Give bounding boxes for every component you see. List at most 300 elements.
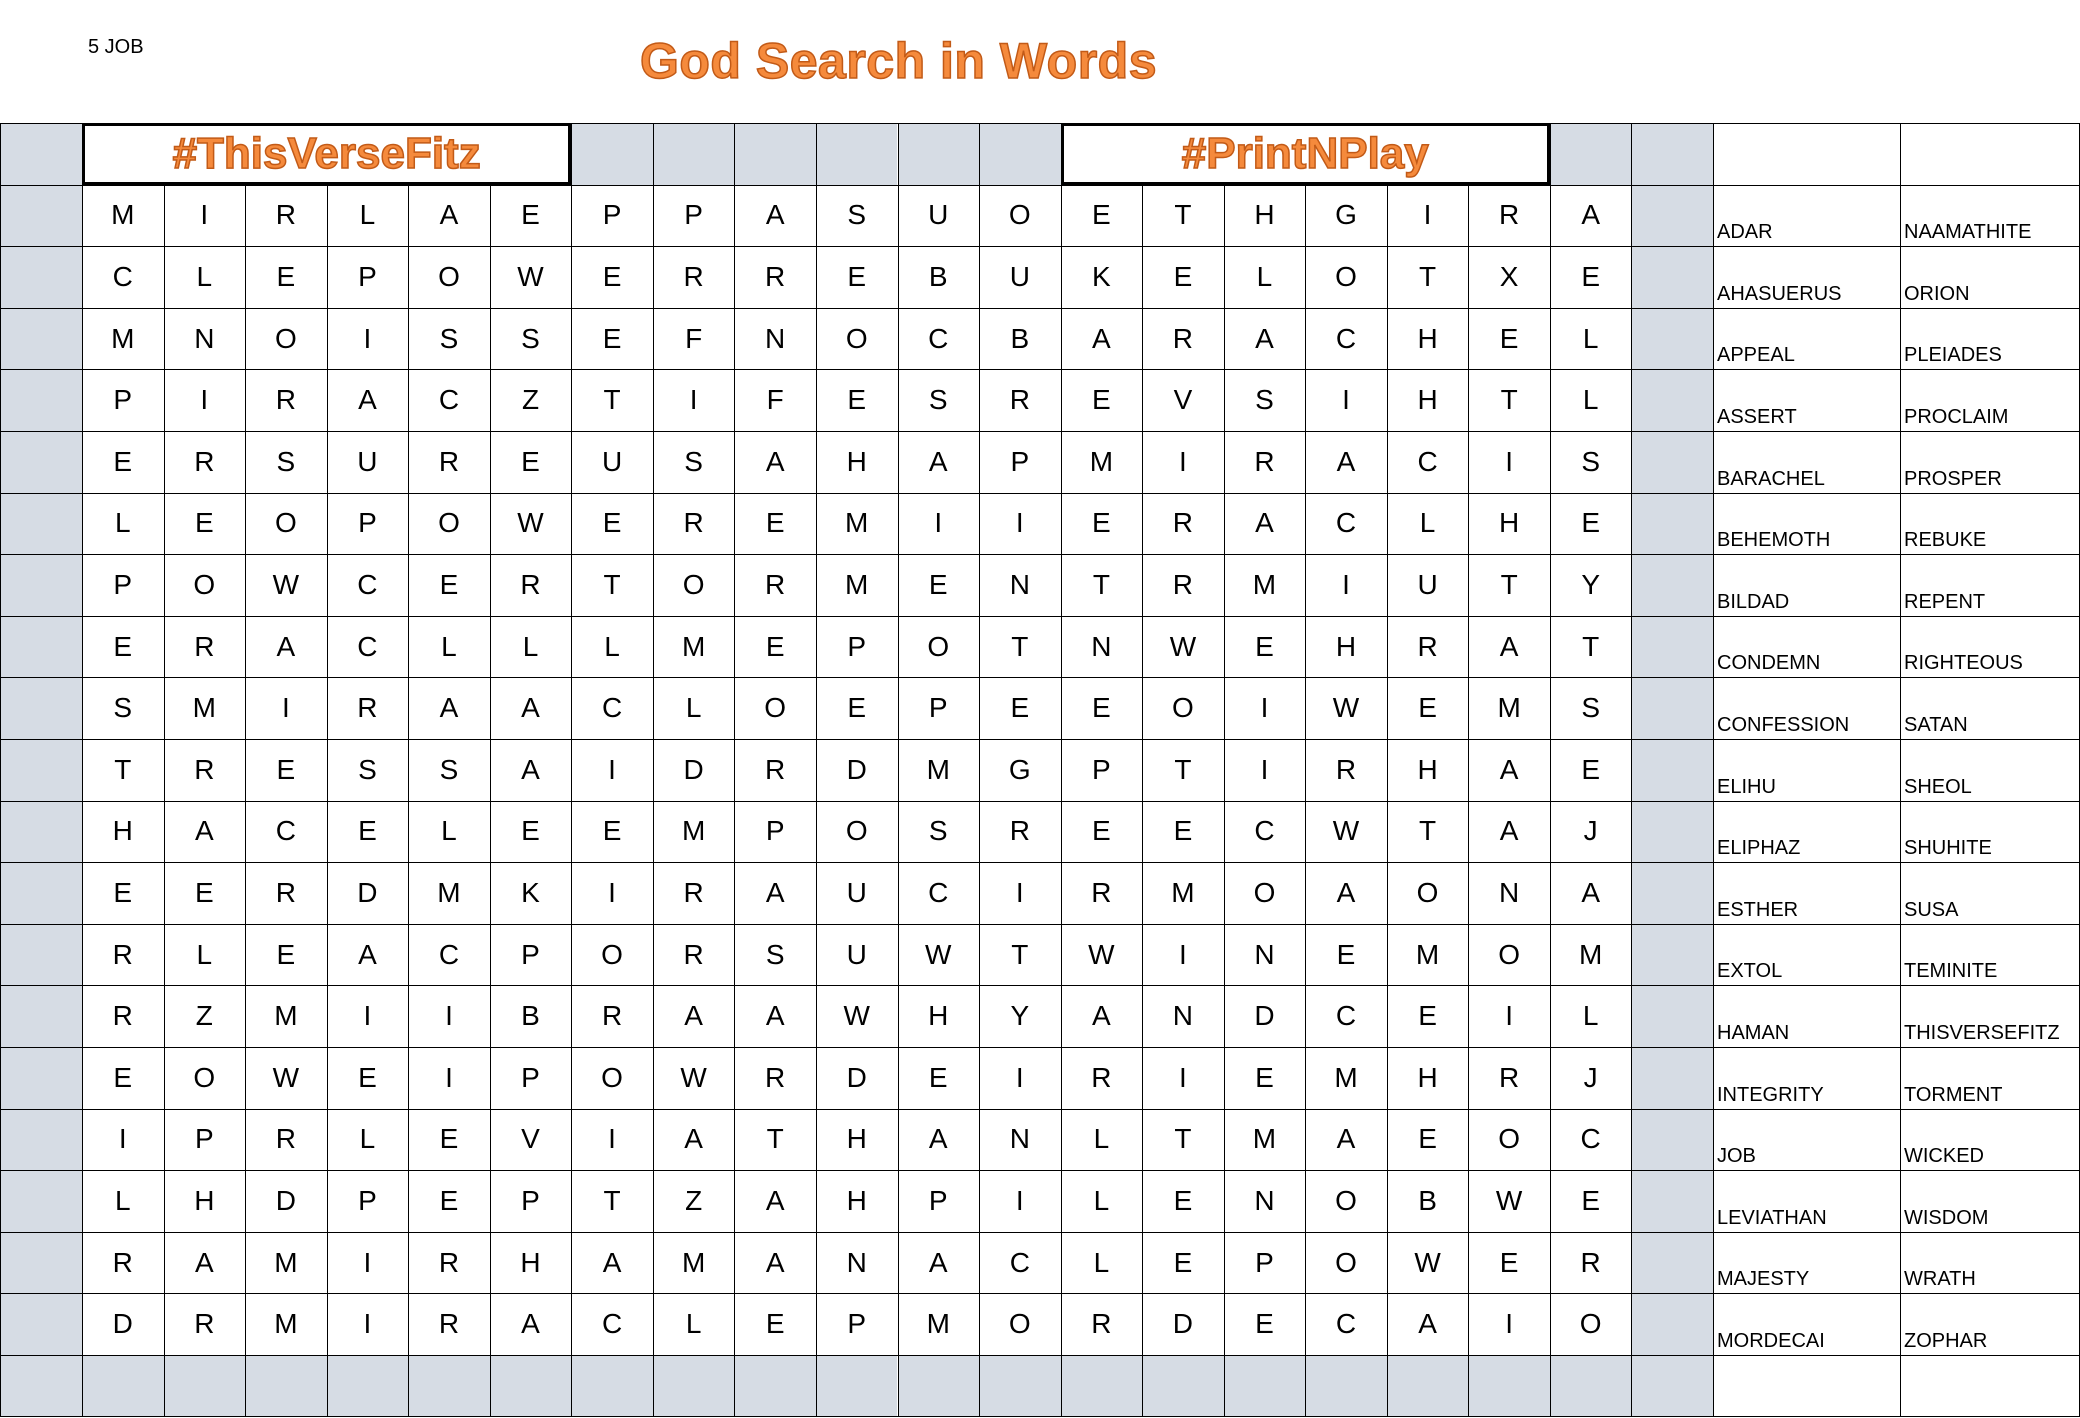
grid-letter-cell[interactable]: R: [683, 507, 704, 539]
grid-letter-cell[interactable]: S: [113, 692, 133, 724]
grid-letter-cell[interactable]: K: [1092, 260, 1111, 292]
grid-letter-cell[interactable]: C: [1580, 1123, 1601, 1155]
grid-letter-cell[interactable]: M: [681, 815, 706, 847]
grid-letter-cell[interactable]: E: [113, 630, 133, 662]
grid-letter-cell[interactable]: R: [438, 1308, 460, 1340]
grid-letter-cell[interactable]: W: [272, 1061, 300, 1093]
grid-letter-cell[interactable]: L: [522, 630, 539, 662]
grid-letter-cell[interactable]: E: [765, 1308, 785, 1340]
grid-letter-cell[interactable]: B: [521, 1000, 540, 1032]
grid-letter-cell[interactable]: N: [765, 322, 786, 354]
grid-letter-cell[interactable]: H: [112, 815, 133, 847]
grid-letter-cell[interactable]: A: [1336, 1123, 1356, 1155]
grid-letter-cell[interactable]: S: [1581, 692, 1600, 724]
grid-letter-cell[interactable]: R: [1335, 753, 1357, 785]
grid-letter-cell[interactable]: O: [193, 568, 216, 600]
grid-letter-cell[interactable]: L: [1093, 1123, 1110, 1155]
grid-letter-cell[interactable]: E: [602, 507, 622, 539]
grid-letter-cell[interactable]: R: [1499, 1061, 1520, 1093]
grid-letter-cell[interactable]: I: [689, 384, 698, 416]
grid-letter-cell[interactable]: A: [521, 753, 540, 785]
grid-letter-cell[interactable]: I: [1260, 692, 1269, 724]
grid-letter-cell[interactable]: I: [1423, 199, 1432, 231]
grid-letter-cell[interactable]: W: [1169, 630, 1197, 662]
grid-letter-cell[interactable]: E: [602, 815, 622, 847]
grid-letter-cell[interactable]: S: [521, 322, 540, 354]
grid-letter-cell[interactable]: O: [274, 322, 297, 354]
grid-letter-cell[interactable]: C: [357, 568, 378, 600]
grid-letter-cell[interactable]: O: [1008, 199, 1031, 231]
grid-letter-cell[interactable]: S: [439, 753, 459, 785]
grid-letter-cell[interactable]: D: [357, 876, 378, 908]
grid-letter-cell[interactable]: Z: [521, 384, 540, 416]
grid-letter-cell[interactable]: W: [1495, 1184, 1523, 1216]
grid-letter-cell[interactable]: I: [445, 1061, 453, 1093]
grid-letter-cell[interactable]: W: [517, 260, 544, 292]
grid-letter-cell[interactable]: L: [685, 1308, 702, 1340]
grid-letter-cell[interactable]: N: [1172, 1000, 1194, 1032]
grid-letter-cell[interactable]: A: [1499, 753, 1519, 785]
grid-letter-cell[interactable]: M: [681, 1246, 706, 1278]
grid-letter-cell[interactable]: M: [437, 876, 461, 908]
grid-letter-cell[interactable]: L: [359, 1123, 376, 1155]
grid-letter-cell[interactable]: O: [1253, 876, 1276, 908]
grid-letter-cell[interactable]: A: [1581, 199, 1600, 231]
grid-letter-cell[interactable]: A: [1336, 445, 1356, 477]
grid-letter-cell[interactable]: P: [602, 199, 622, 231]
grid-letter-cell[interactable]: S: [276, 445, 296, 477]
grid-letter-cell[interactable]: L: [441, 630, 457, 662]
grid-letter-cell[interactable]: S: [1255, 384, 1274, 416]
grid-letter-cell[interactable]: E: [847, 692, 867, 724]
grid-letter-cell[interactable]: O: [1335, 1184, 1357, 1216]
grid-letter-cell[interactable]: H: [846, 445, 867, 477]
grid-letter-cell[interactable]: R: [112, 938, 133, 970]
grid-letter-cell[interactable]: A: [1499, 630, 1519, 662]
grid-letter-cell[interactable]: D: [112, 1308, 133, 1340]
grid-letter-cell[interactable]: M: [926, 753, 950, 785]
grid-letter-cell[interactable]: E: [113, 445, 133, 477]
grid-letter-cell[interactable]: F: [766, 384, 784, 416]
grid-letter-cell[interactable]: I: [1342, 384, 1350, 416]
grid-letter-cell[interactable]: R: [194, 1308, 215, 1340]
grid-letter-cell[interactable]: E: [521, 815, 540, 847]
grid-letter-cell[interactable]: W: [1332, 815, 1360, 847]
grid-letter-cell[interactable]: A: [928, 445, 948, 477]
grid-letter-cell[interactable]: P: [113, 384, 133, 416]
grid-letter-cell[interactable]: M: [111, 322, 135, 354]
grid-letter-cell[interactable]: R: [683, 938, 704, 970]
grid-letter-cell[interactable]: I: [1505, 1000, 1513, 1032]
grid-letter-cell[interactable]: R: [194, 753, 215, 785]
grid-letter-cell[interactable]: C: [1417, 445, 1438, 477]
grid-letter-cell[interactable]: A: [1336, 876, 1356, 908]
grid-letter-cell[interactable]: T: [1011, 938, 1029, 970]
grid-letter-cell[interactable]: Z: [685, 1184, 703, 1216]
grid-letter-cell[interactable]: E: [1173, 815, 1193, 847]
grid-letter-cell[interactable]: W: [925, 938, 952, 970]
grid-letter-cell[interactable]: R: [765, 568, 786, 600]
grid-letter-cell[interactable]: B: [928, 260, 948, 292]
grid-letter-cell[interactable]: K: [521, 876, 540, 908]
grid-letter-cell[interactable]: E: [1173, 1246, 1193, 1278]
grid-letter-cell[interactable]: O: [845, 815, 868, 847]
grid-letter-cell[interactable]: M: [1252, 1123, 1277, 1155]
grid-letter-cell[interactable]: H: [1499, 507, 1520, 539]
grid-letter-cell[interactable]: E: [1581, 753, 1600, 785]
grid-letter-cell[interactable]: N: [1009, 1123, 1030, 1155]
grid-letter-cell[interactable]: L: [114, 507, 131, 539]
grid-letter-cell[interactable]: M: [845, 568, 869, 600]
grid-letter-cell[interactable]: R: [275, 876, 296, 908]
grid-letter-cell[interactable]: P: [847, 630, 867, 662]
grid-letter-cell[interactable]: H: [1417, 322, 1438, 354]
grid-letter-cell[interactable]: P: [521, 938, 540, 970]
grid-letter-cell[interactable]: D: [1254, 1000, 1275, 1032]
grid-letter-cell[interactable]: E: [521, 445, 540, 477]
grid-letter-cell[interactable]: A: [1418, 1308, 1437, 1340]
grid-letter-cell[interactable]: E: [1255, 630, 1274, 662]
grid-letter-cell[interactable]: A: [1255, 322, 1274, 354]
grid-letter-cell[interactable]: E: [439, 1123, 459, 1155]
grid-letter-cell[interactable]: T: [1419, 815, 1437, 847]
grid-letter-cell[interactable]: U: [846, 876, 867, 908]
grid-letter-cell[interactable]: P: [113, 568, 133, 600]
grid-letter-cell[interactable]: O: [1579, 1308, 1602, 1340]
grid-letter-cell[interactable]: M: [1579, 938, 1603, 970]
grid-letter-cell[interactable]: I: [363, 322, 372, 354]
grid-letter-cell[interactable]: M: [274, 1000, 298, 1032]
grid-letter-cell[interactable]: O: [1416, 876, 1439, 908]
grid-letter-cell[interactable]: I: [363, 1000, 372, 1032]
grid-letter-cell[interactable]: N: [1499, 876, 1520, 908]
grid-letter-cell[interactable]: E: [113, 876, 133, 908]
grid-letter-cell[interactable]: E: [1336, 938, 1356, 970]
grid-letter-cell[interactable]: P: [847, 1308, 867, 1340]
grid-letter-cell[interactable]: T: [1500, 568, 1518, 600]
grid-letter-cell[interactable]: P: [1255, 1246, 1274, 1278]
grid-letter-cell[interactable]: H: [1417, 753, 1438, 785]
grid-letter-cell[interactable]: A: [521, 692, 540, 724]
grid-letter-cell[interactable]: P: [194, 1123, 214, 1155]
grid-letter-cell[interactable]: E: [1581, 1184, 1600, 1216]
grid-letter-cell[interactable]: T: [603, 568, 621, 600]
grid-letter-cell[interactable]: L: [1256, 260, 1273, 292]
grid-letter-cell[interactable]: E: [358, 815, 377, 847]
grid-letter-cell[interactable]: R: [683, 260, 704, 292]
grid-letter-cell[interactable]: B: [1418, 1184, 1437, 1216]
grid-letter-cell[interactable]: I: [200, 384, 209, 416]
grid-letter-cell[interactable]: S: [684, 445, 703, 477]
grid-letter-cell[interactable]: R: [1172, 322, 1194, 354]
grid-letter-cell[interactable]: E: [602, 260, 622, 292]
grid-letter-cell[interactable]: I: [1505, 1308, 1513, 1340]
grid-letter-cell[interactable]: N: [1091, 630, 1112, 662]
grid-letter-cell[interactable]: I: [608, 1123, 616, 1155]
grid-letter-cell[interactable]: T: [1174, 199, 1192, 231]
grid-letter-cell[interactable]: A: [1255, 507, 1274, 539]
grid-letter-cell[interactable]: A: [765, 1246, 785, 1278]
grid-letter-cell[interactable]: A: [358, 938, 377, 970]
grid-letter-cell[interactable]: T: [114, 753, 132, 785]
grid-letter-cell[interactable]: G: [1335, 199, 1357, 231]
grid-letter-cell[interactable]: A: [765, 199, 785, 231]
grid-letter-cell[interactable]: R: [520, 568, 541, 600]
grid-letter-cell[interactable]: E: [1092, 384, 1111, 416]
grid-letter-cell[interactable]: L: [359, 199, 376, 231]
grid-letter-cell[interactable]: E: [1499, 322, 1519, 354]
grid-letter-cell[interactable]: R: [438, 1246, 460, 1278]
grid-letter-cell[interactable]: L: [196, 938, 213, 970]
grid-letter-cell[interactable]: A: [765, 876, 785, 908]
grid-letter-cell[interactable]: M: [681, 630, 706, 662]
grid-letter-cell[interactable]: S: [765, 938, 785, 970]
grid-letter-cell[interactable]: N: [846, 1246, 867, 1278]
grid-letter-cell[interactable]: T: [1092, 568, 1110, 600]
grid-letter-cell[interactable]: D: [846, 1061, 867, 1093]
grid-letter-cell[interactable]: I: [608, 876, 616, 908]
grid-letter-cell[interactable]: E: [1173, 260, 1193, 292]
grid-letter-cell[interactable]: E: [1418, 1123, 1437, 1155]
grid-letter-cell[interactable]: P: [358, 260, 377, 292]
grid-letter-cell[interactable]: A: [765, 1184, 785, 1216]
grid-letter-cell[interactable]: M: [1252, 568, 1277, 600]
grid-letter-cell[interactable]: U: [846, 938, 867, 970]
grid-letter-cell[interactable]: O: [1335, 1246, 1357, 1278]
grid-letter-cell[interactable]: R: [1499, 199, 1520, 231]
grid-letter-cell[interactable]: S: [847, 199, 867, 231]
grid-letter-cell[interactable]: U: [928, 199, 949, 231]
grid-letter-cell[interactable]: U: [1417, 568, 1438, 600]
grid-letter-cell[interactable]: I: [118, 1123, 127, 1155]
grid-letter-cell[interactable]: A: [1581, 876, 1600, 908]
grid-letter-cell[interactable]: N: [1009, 568, 1030, 600]
grid-letter-cell[interactable]: E: [1092, 507, 1111, 539]
grid-letter-cell[interactable]: A: [276, 630, 296, 662]
grid-letter-cell[interactable]: U: [1009, 260, 1030, 292]
grid-letter-cell[interactable]: L: [1093, 1246, 1110, 1278]
grid-letter-cell[interactable]: E: [439, 1184, 459, 1216]
grid-letter-cell[interactable]: R: [112, 1246, 133, 1278]
grid-letter-cell[interactable]: L: [1582, 1000, 1599, 1032]
grid-letter-cell[interactable]: R: [765, 260, 786, 292]
grid-letter-cell[interactable]: C: [438, 938, 460, 970]
grid-letter-cell[interactable]: A: [1499, 815, 1519, 847]
grid-letter-cell[interactable]: M: [926, 1308, 950, 1340]
grid-letter-cell[interactable]: E: [847, 384, 867, 416]
grid-letter-cell[interactable]: A: [765, 445, 785, 477]
grid-letter-cell[interactable]: O: [274, 507, 297, 539]
grid-letter-cell[interactable]: I: [200, 199, 209, 231]
grid-letter-cell[interactable]: E: [276, 753, 296, 785]
grid-letter-cell[interactable]: I: [445, 1000, 453, 1032]
grid-letter-cell[interactable]: Y: [1010, 1000, 1030, 1032]
grid-letter-cell[interactable]: I: [1015, 507, 1024, 539]
grid-letter-cell[interactable]: S: [439, 322, 459, 354]
grid-letter-cell[interactable]: A: [439, 199, 459, 231]
grid-letter-cell[interactable]: T: [1500, 384, 1518, 416]
grid-letter-cell[interactable]: C: [1009, 1246, 1030, 1278]
grid-letter-cell[interactable]: P: [928, 692, 948, 724]
grid-letter-cell[interactable]: B: [1010, 322, 1030, 354]
grid-letter-cell[interactable]: L: [114, 1184, 131, 1216]
grid-letter-cell[interactable]: J: [1583, 1061, 1598, 1093]
grid-letter-cell[interactable]: U: [601, 445, 623, 477]
grid-letter-cell[interactable]: O: [1498, 938, 1520, 970]
grid-letter-cell[interactable]: L: [604, 630, 620, 662]
grid-letter-cell[interactable]: E: [194, 876, 214, 908]
grid-letter-cell[interactable]: O: [601, 1061, 623, 1093]
grid-letter-cell[interactable]: J: [1583, 815, 1598, 847]
grid-letter-cell[interactable]: H: [846, 1184, 867, 1216]
grid-letter-cell[interactable]: H: [520, 1246, 541, 1278]
grid-letter-cell[interactable]: L: [441, 815, 457, 847]
grid-letter-cell[interactable]: Y: [1581, 568, 1600, 600]
grid-letter-cell[interactable]: M: [274, 1246, 298, 1278]
grid-letter-cell[interactable]: R: [683, 876, 704, 908]
grid-letter-cell[interactable]: M: [845, 507, 869, 539]
grid-letter-cell[interactable]: H: [194, 1184, 215, 1216]
grid-letter-cell[interactable]: E: [1092, 692, 1111, 724]
grid-letter-cell[interactable]: R: [112, 1000, 133, 1032]
grid-letter-cell[interactable]: I: [1179, 938, 1187, 970]
grid-letter-cell[interactable]: I: [1505, 445, 1513, 477]
grid-letter-cell[interactable]: P: [521, 1061, 540, 1093]
grid-letter-cell[interactable]: C: [928, 876, 949, 908]
grid-letter-cell[interactable]: E: [276, 938, 296, 970]
grid-letter-cell[interactable]: M: [192, 692, 216, 724]
grid-letter-cell[interactable]: L: [685, 692, 702, 724]
grid-letter-cell[interactable]: C: [601, 692, 623, 724]
grid-letter-cell[interactable]: I: [934, 507, 943, 539]
grid-letter-cell[interactable]: O: [438, 260, 460, 292]
grid-letter-cell[interactable]: C: [1254, 815, 1275, 847]
grid-letter-cell[interactable]: R: [1172, 568, 1194, 600]
grid-letter-cell[interactable]: O: [1335, 260, 1357, 292]
grid-letter-cell[interactable]: P: [521, 1184, 540, 1216]
grid-letter-cell[interactable]: M: [274, 1308, 298, 1340]
grid-letter-cell[interactable]: T: [603, 384, 621, 416]
grid-letter-cell[interactable]: D: [683, 753, 704, 785]
grid-letter-cell[interactable]: E: [847, 260, 867, 292]
grid-letter-cell[interactable]: R: [1091, 1061, 1112, 1093]
grid-letter-cell[interactable]: R: [765, 1061, 786, 1093]
grid-letter-cell[interactable]: C: [1335, 322, 1357, 354]
grid-letter-cell[interactable]: T: [1011, 630, 1029, 662]
grid-letter-cell[interactable]: M: [111, 199, 135, 231]
grid-letter-cell[interactable]: W: [272, 568, 300, 600]
grid-letter-cell[interactable]: N: [1254, 938, 1275, 970]
grid-letter-cell[interactable]: A: [521, 1308, 540, 1340]
grid-letter-cell[interactable]: A: [439, 692, 459, 724]
grid-letter-cell[interactable]: S: [358, 753, 377, 785]
grid-letter-cell[interactable]: E: [194, 507, 214, 539]
grid-letter-cell[interactable]: E: [928, 1061, 948, 1093]
grid-letter-cell[interactable]: I: [281, 692, 290, 724]
grid-letter-cell[interactable]: M: [1089, 445, 1114, 477]
grid-letter-cell[interactable]: P: [684, 199, 703, 231]
grid-letter-cell[interactable]: P: [1010, 445, 1030, 477]
grid-letter-cell[interactable]: T: [1419, 260, 1437, 292]
grid-letter-cell[interactable]: G: [1008, 753, 1031, 785]
grid-letter-cell[interactable]: A: [194, 1246, 214, 1278]
grid-letter-cell[interactable]: E: [1173, 1184, 1193, 1216]
grid-letter-cell[interactable]: P: [358, 1184, 377, 1216]
grid-letter-cell[interactable]: H: [1417, 1061, 1438, 1093]
grid-letter-cell[interactable]: I: [608, 753, 616, 785]
grid-letter-cell[interactable]: R: [438, 445, 460, 477]
grid-letter-cell[interactable]: H: [1254, 199, 1275, 231]
grid-letter-cell[interactable]: I: [1015, 1184, 1024, 1216]
grid-letter-cell[interactable]: T: [1582, 630, 1600, 662]
grid-letter-cell[interactable]: S: [928, 815, 948, 847]
grid-letter-cell[interactable]: R: [357, 692, 378, 724]
grid-letter-cell[interactable]: C: [112, 260, 133, 292]
grid-letter-cell[interactable]: C: [1335, 1000, 1357, 1032]
grid-letter-cell[interactable]: A: [1092, 1000, 1111, 1032]
grid-letter-cell[interactable]: M: [1334, 1061, 1358, 1093]
grid-letter-cell[interactable]: P: [358, 507, 377, 539]
grid-letter-cell[interactable]: R: [1009, 815, 1030, 847]
grid-letter-cell[interactable]: W: [1414, 1246, 1441, 1278]
grid-letter-cell[interactable]: A: [358, 384, 377, 416]
grid-letter-cell[interactable]: T: [603, 1184, 621, 1216]
grid-letter-cell[interactable]: R: [275, 384, 296, 416]
grid-letter-cell[interactable]: A: [194, 815, 214, 847]
grid-letter-cell[interactable]: A: [928, 1123, 948, 1155]
grid-letter-cell[interactable]: H: [1417, 384, 1438, 416]
grid-letter-cell[interactable]: E: [1092, 199, 1111, 231]
grid-letter-cell[interactable]: L: [1419, 507, 1436, 539]
grid-letter-cell[interactable]: M: [1497, 692, 1521, 724]
grid-letter-cell[interactable]: E: [928, 568, 948, 600]
grid-letter-cell[interactable]: T: [1174, 753, 1192, 785]
grid-letter-cell[interactable]: C: [275, 815, 296, 847]
grid-letter-cell[interactable]: R: [1417, 630, 1438, 662]
grid-letter-cell[interactable]: O: [845, 322, 868, 354]
grid-letter-cell[interactable]: E: [1418, 692, 1437, 724]
grid-letter-cell[interactable]: A: [1092, 322, 1111, 354]
grid-letter-cell[interactable]: D: [846, 753, 867, 785]
grid-letter-cell[interactable]: R: [765, 753, 786, 785]
grid-letter-cell[interactable]: D: [275, 1184, 296, 1216]
grid-letter-cell[interactable]: E: [1418, 1000, 1437, 1032]
grid-letter-cell[interactable]: E: [1581, 507, 1600, 539]
grid-letter-cell[interactable]: M: [1171, 876, 1195, 908]
grid-letter-cell[interactable]: Z: [195, 1000, 213, 1032]
grid-letter-cell[interactable]: E: [358, 1061, 377, 1093]
grid-letter-cell[interactable]: I: [1260, 753, 1269, 785]
grid-letter-cell[interactable]: O: [764, 692, 787, 724]
grid-letter-cell[interactable]: F: [685, 322, 703, 354]
grid-letter-cell[interactable]: H: [1335, 630, 1357, 662]
grid-letter-cell[interactable]: H: [928, 1000, 949, 1032]
grid-letter-cell[interactable]: S: [1581, 445, 1600, 477]
grid-letter-cell[interactable]: V: [521, 1123, 540, 1155]
grid-letter-cell[interactable]: O: [682, 568, 705, 600]
grid-letter-cell[interactable]: E: [1581, 260, 1600, 292]
grid-letter-cell[interactable]: N: [194, 322, 215, 354]
grid-letter-cell[interactable]: O: [1172, 692, 1194, 724]
grid-letter-cell[interactable]: E: [1092, 815, 1111, 847]
grid-letter-cell[interactable]: W: [843, 1000, 870, 1032]
grid-letter-cell[interactable]: I: [363, 1308, 372, 1340]
grid-letter-cell[interactable]: W: [680, 1061, 707, 1093]
grid-letter-cell[interactable]: R: [1254, 445, 1275, 477]
grid-letter-cell[interactable]: W: [517, 507, 544, 539]
grid-letter-cell[interactable]: E: [1255, 1061, 1274, 1093]
grid-letter-cell[interactable]: R: [194, 630, 215, 662]
